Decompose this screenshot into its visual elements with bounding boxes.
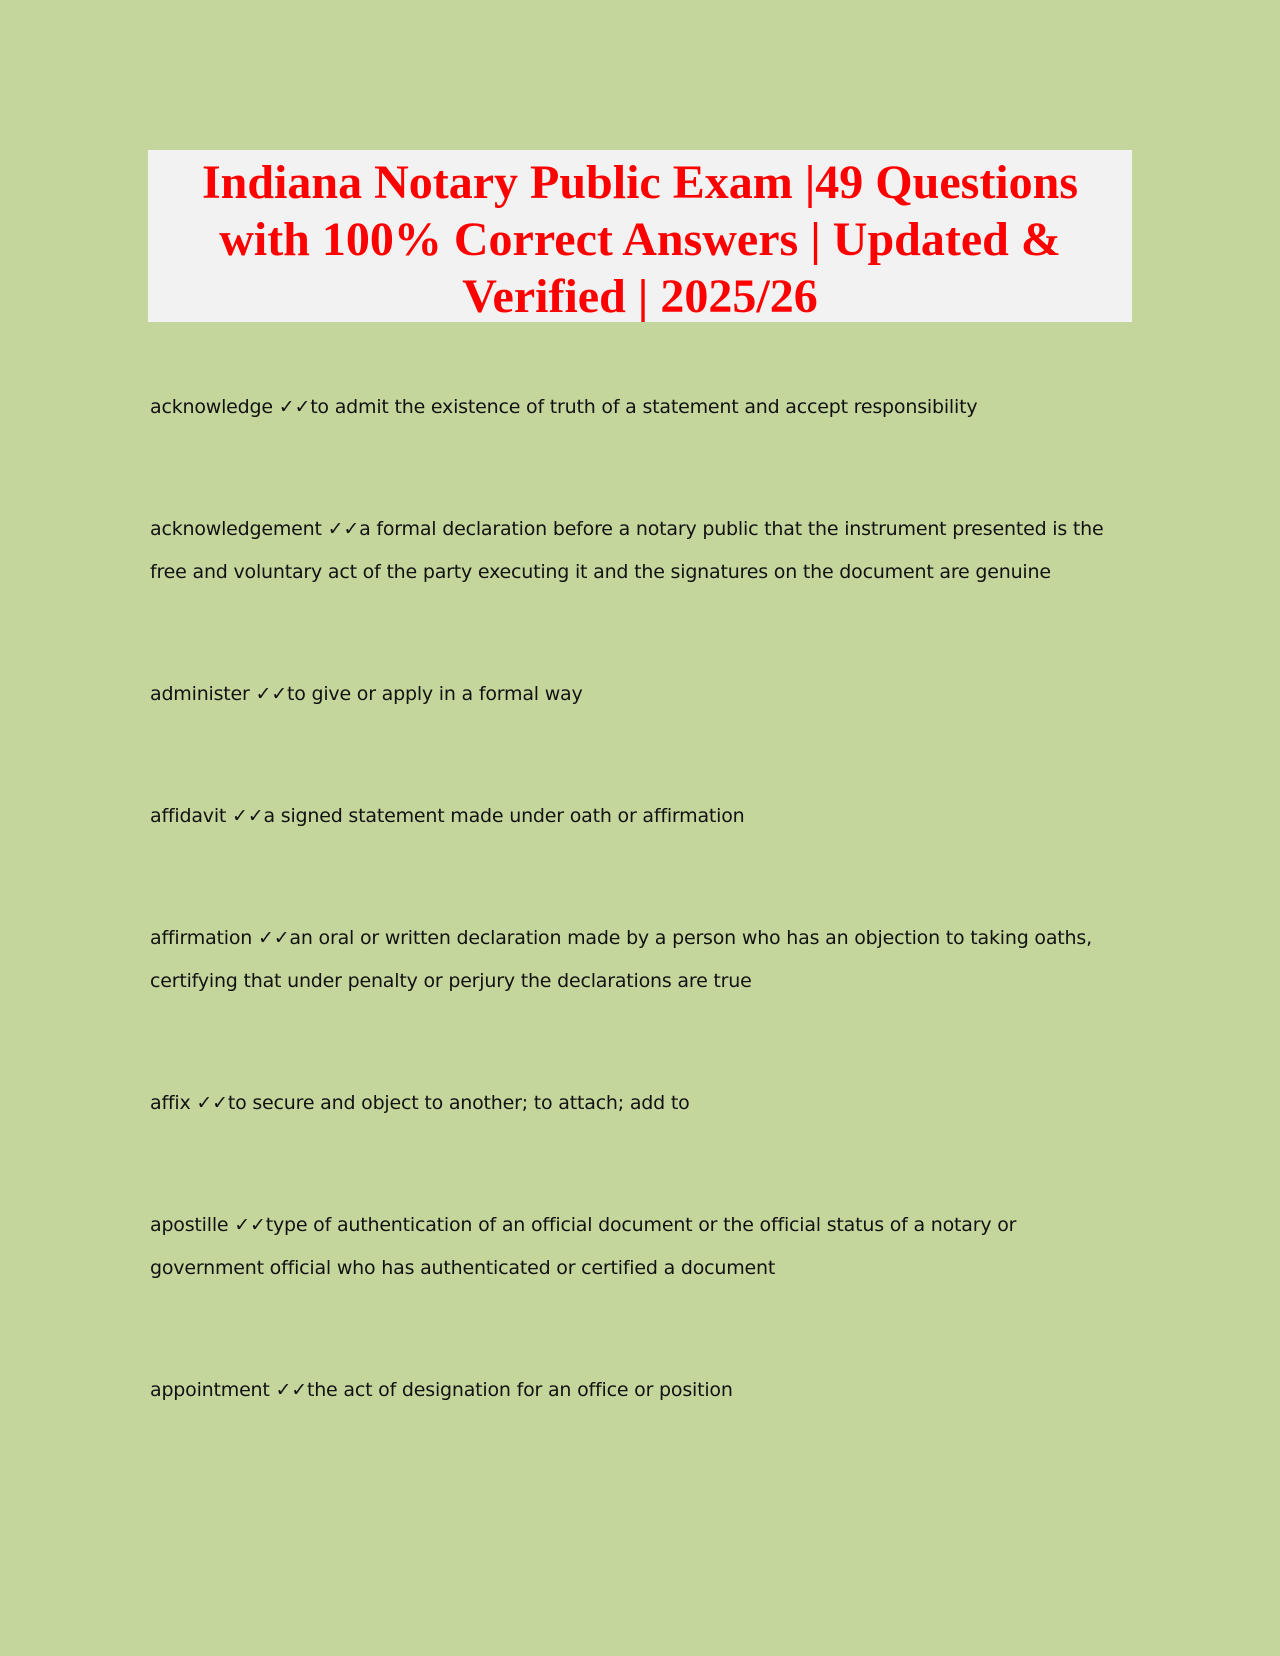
- entry-term: apostille: [150, 1214, 229, 1236]
- double-check-icon: ✓✓: [278, 396, 311, 418]
- double-check-icon: ✓✓: [234, 1214, 266, 1236]
- entry-term: affix: [150, 1092, 191, 1114]
- entry-term: administer: [150, 683, 250, 705]
- double-check-icon: ✓✓: [232, 805, 264, 827]
- entry-term: appointment: [150, 1379, 270, 1401]
- glossary-list: [150, 386, 1130, 1491]
- double-check-icon: ✓✓: [255, 683, 287, 705]
- entry-definition: to admit the existence of truth of a statement and accept responsibility: [310, 396, 978, 418]
- entry-definition: the act of designation for an office or position: [306, 1379, 733, 1401]
- glossary-entry: [150, 795, 1130, 838]
- document-title: Indiana Notary Public Exam |49 Questions with 100% Correct Answers | Updated & Verified | 2025/26: [201, 156, 1079, 323]
- double-check-icon: ✓✓: [257, 927, 290, 949]
- entry-term: acknowledgement: [150, 518, 322, 540]
- entry-term: affirmation: [150, 927, 253, 949]
- entry-term: affidavit: [150, 805, 227, 827]
- entry-definition: type of authentication of an official document or the official status of a notary or government official who has authenticated or certified a document: [150, 1214, 1017, 1279]
- entry-term: acknowledge: [150, 396, 273, 418]
- glossary-entry: [150, 1369, 1130, 1412]
- entry-definition: to secure and object to another; to attach; add to: [227, 1092, 690, 1114]
- entry-definition: a signed statement made under oath or affirmation: [263, 805, 745, 827]
- title-banner: [148, 150, 1132, 322]
- entry-definition: to give or apply in a formal way: [286, 683, 583, 705]
- entry-definition: an oral or written declaration made by a person who has an objection to taking oaths, certifying that under penalty or perjury the declarations are true: [150, 927, 1092, 992]
- double-check-icon: ✓✓: [196, 1092, 228, 1114]
- glossary-entry: [150, 1082, 1130, 1125]
- glossary-entry: [150, 1204, 1130, 1290]
- double-check-icon: ✓✓: [327, 518, 360, 540]
- glossary-entry: [150, 673, 1130, 716]
- glossary-entry: [150, 386, 1130, 429]
- entry-definition: a formal declaration before a notary public that the instrument presented is the free and voluntary act of the party executing it and the signatures on the document are genuine: [150, 518, 1104, 583]
- double-check-icon: ✓✓: [275, 1379, 307, 1401]
- glossary-entry: [150, 508, 1130, 594]
- glossary-entry: [150, 917, 1130, 1003]
